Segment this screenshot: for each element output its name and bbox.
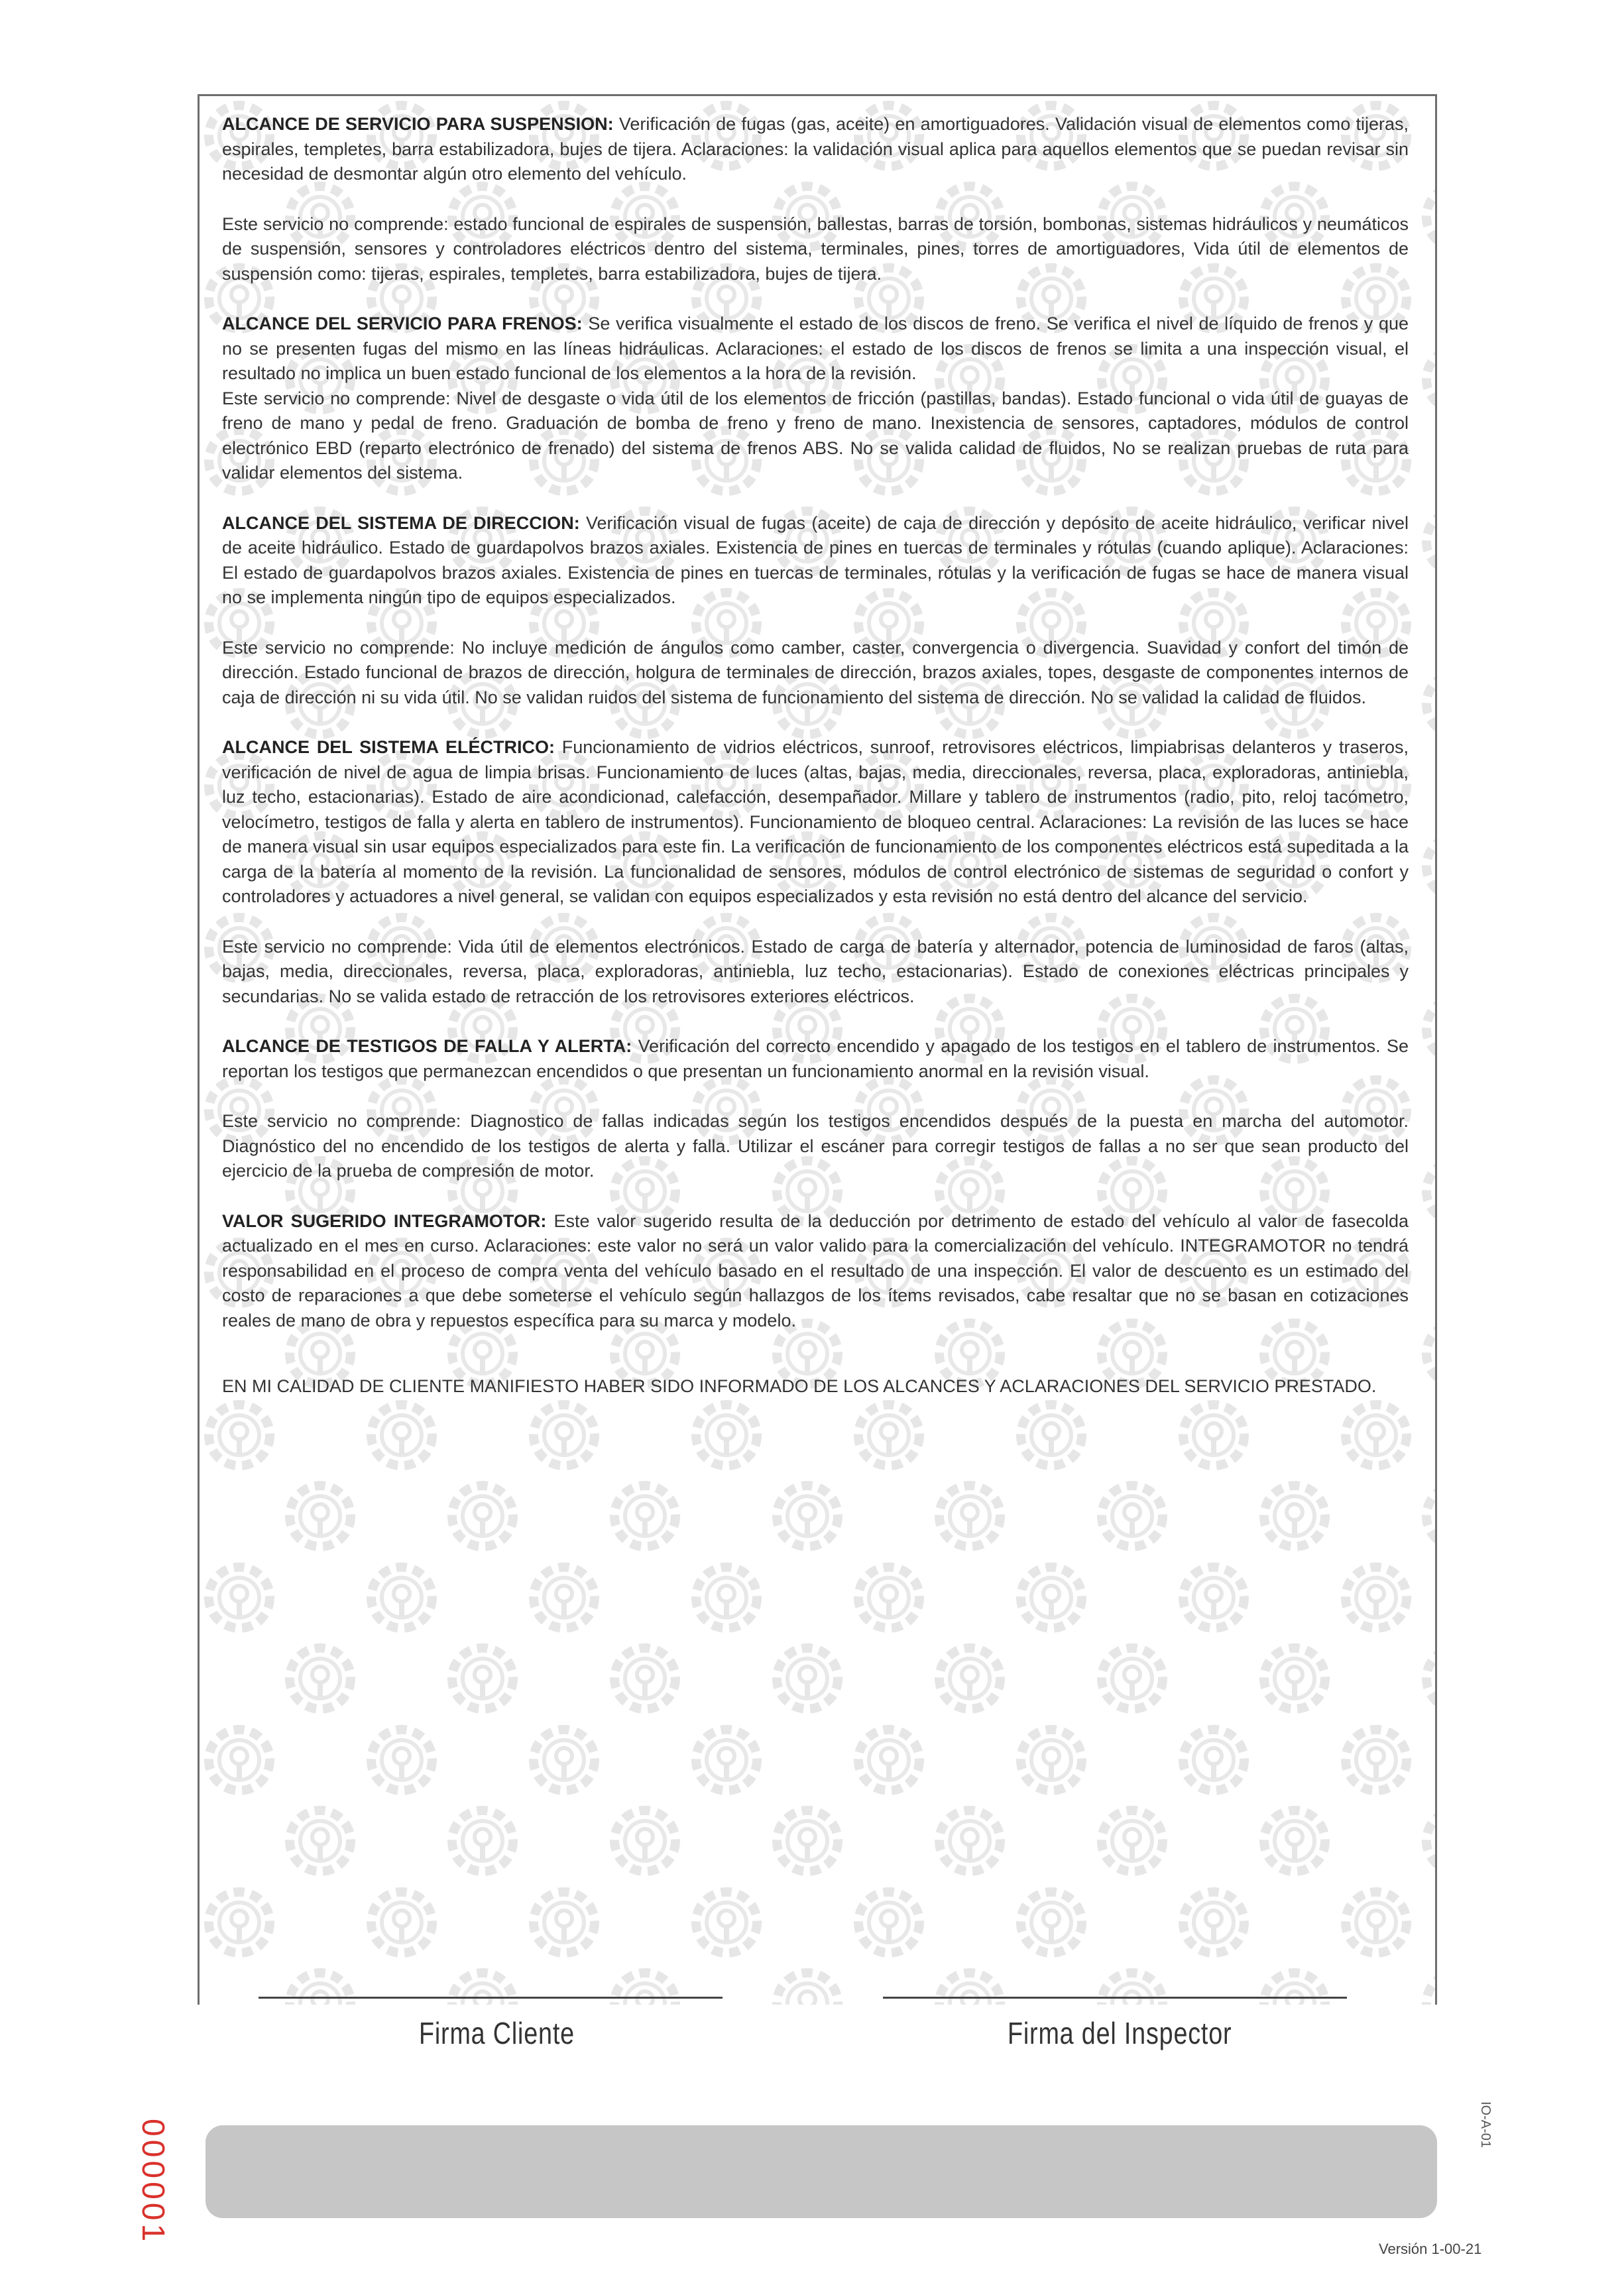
- paragraph-suspension-exclusions: Este servicio no comprende: estado funcional de espirales de suspensión, ballestas, barras de torsión, bombonas, sistemas hidráulicos y neumáticos de suspensión, sensores y controladores eléctricos dentro del sistema, terminales, pines, torres de amortiguadores, Vida útil de elementos de suspensión como: tijeras, espirales, templetes, barra estabilizadora, bujes de tijera.: [222, 213, 1409, 284]
- paragraph-electrical-exclusions: Este servicio no comprende: Vida útil de elementos electrónicos. Estado de carga de batería y alternador, potencia de luminosidad de faros (altas, bajas, media, direccionales, reversa, placa, exploradoras, antiniebla, luz techo, estacionarias). Estado de conexiones eléctricas principales y secundarias. No se valida estado de retracción de los retrovisores exteriores eléctricos.: [222, 936, 1409, 1006]
- heading-steering: ALCANCE DEL SISTEMA DE DIRECCION:: [222, 512, 580, 533]
- client-signature-label: Firma Cliente: [419, 2016, 575, 2050]
- heading-warning-lights: ALCANCE DE TESTIGOS DE FALLA Y ALERTA:: [222, 1036, 632, 1056]
- heading-suspension: ALCANCE DE SERVICIO PARA SUSPENSION:: [222, 114, 614, 134]
- paragraph-suspension-scope: ALCANCE DE SERVICIO PARA SUSPENSION: Verificación de fugas (gas, aceite) en amortiguadores. Validación visual de elementos como tijeras, espirales, templetes, barra estabilizadora, bujes de tijera. Aclaraciones: la validación visual aplica para aquellos elementos que se puedan revisar sin necesidad de desmontar algún otro elemento del vehículo.: [222, 114, 1409, 184]
- paragraph-suggested-value: VALOR SUGERIDO INTEGRAMOTOR: Este valor sugerido resulta de la deducción por detrimento de estado del vehículo al valor de fasecolda actualizado en el mes en curso. Aclaraciones: este valor no será un valor valido para la comercialización del vehículo. INTEGRAMOTOR no tendrá responsabilidad en el proceso de compra venta del vehículo basado en el resultado de una inspección. El valor de descuento es un estimado del costo de reparaciones a que debe someterse el vehículo según hallazgos de los ítems revisados, cabe resaltar que no se basan en cotizaciones reales de mano de obra y repuestos específica para su marca y modelo.: [222, 1210, 1409, 1330]
- form-code: IO-A-01: [1478, 2101, 1493, 2148]
- paragraph-warning-lights-exclusions: Este servicio no comprende: Diagnostico de fallas indicadas según los testigos encendidos después de la puesta en marcha del automotor. Diagnóstico del no encendido de los testigos de alerta y falla. Utilizar el escáner para corregir testigos de fallas a no ser que sean producto del ejercicio de la prueba de compresión de motor.: [222, 1111, 1409, 1181]
- footer-gray-bar: [205, 2125, 1437, 2218]
- paragraph-warning-lights-scope: ALCANCE DE TESTIGOS DE FALLA Y ALERTA: Verificación del correcto encendido y apagado de los testigos en el tablero de instrumentos. Se reportan los testigos que permanezcan encendidos o que presentan un funcionamiento anormal en la revisión visual.: [222, 1036, 1409, 1081]
- paragraph-steering-exclusions: Este servicio no comprende: No incluye medición de ángulos como camber, caster, convergencia o divergencia. Suavidad y confort del timón de dirección. Estado funcional de brazos de dirección, holgura de terminales de dirección, brazos axiales, topes, desgaste de componentes internos de caja de dirección ni su vida útil. No se validan ruidos del sistema de funcionamiento del sistema de dirección. No se validad la calidad de fluidos.: [222, 637, 1409, 707]
- paragraph-steering-scope: ALCANCE DEL SISTEMA DE DIRECCION: Verificación visual de fugas (aceite) de caja de dirección y depósito de aceite hidráulico, verificar nivel de aceite hidráulico. Estado de guardapolvos brazos axiales. Existencia de pines en tuercas de terminales y rótulas (cuando aplique). Aclaraciones: El estado de guardapolvos brazos axiales. Existencia de pines en tuercas de terminales, rótulas y la verificación de fugas se hace de manera visual no se implementa ningún tipo de equipos especializados.: [222, 512, 1409, 607]
- terms-content: [222, 112, 1409, 1425]
- heading-brakes: ALCANCE DEL SERVICIO PARA FRENOS:: [222, 314, 583, 333]
- document-frame: [198, 94, 1437, 2005]
- inspector-signature-label: Firma del Inspector: [1008, 2016, 1232, 2050]
- heading-suggested-value: VALOR SUGERIDO INTEGRAMOTOR:: [222, 1210, 547, 1231]
- inspector-signature-line[interactable]: [883, 1997, 1347, 1999]
- paragraph-electrical-scope: ALCANCE DEL SISTEMA ELÉCTRICO: Funcionamiento de vidrios eléctricos, sunroof, retrovisores eléctricos, limpiabrisas delanteros y traseros, verificación de nivel de agua de limpia brisas. Funcionamiento de luces (altas, bajas, media, direccionales, reversa, placa, exploradoras, antiniebla, luz techo, estacionarias). Estado de aire acondicionad, calefacción, desempañador. Millare y tablero de instrumentos (radio, pito, reloj tacómetro, velocímetro, testigos de falla y alerta en tablero de instrumentos). Funcionamiento de bloqueo central. Aclaraciones: La revisión de las luces se hace de manera visual sin usar equipos especializados para este fin. La verificación de funcionamiento de los componentes eléctricos está supeditada a la carga de la batería al momento de la revisión. La funcionalidad de sensores, módulos de control electrónico de sistemas de seguridad o confort y controladores y actuadores a nivel general, se validan con equipos especializados y esta revisión no está dentro del alcance del servicio.: [222, 737, 1409, 906]
- client-declaration: EN MI CALIDAD DE CLIENTE MANIFIESTO HABER SIDO INFORMADO DE LOS ALCANCES Y ACLARACIONES DEL SERVICIO PRESTADO.: [222, 1376, 1377, 1396]
- paragraph-brakes-exclusions: Este servicio no comprende: Nivel de desgaste o vida útil de los elementos de fricción (pastillas, bandas). Estado funcional o vida útil de guayas de freno de mano y pedal de freno. Graduación de bomba de freno y freno de mano. Inexistencia de sensores, captadores, módulos de control electrónico EBD (reparto electrónico de frenado) del sistema de frenos ABS. No se valida calidad de fluidos, No se realizan pruebas de ruta para validar elementos del sistema.: [222, 388, 1409, 483]
- paragraph-brakes-scope: ALCANCE DEL SERVICIO PARA FRENOS: Se verifica visualmente el estado de los discos de freno. Se verifica el nivel de líquido de frenos y que no se presenten fugas del mismo en las líneas hidráulicas. Aclaraciones: el estado de los discos de frenos se limita a una inspección visual, el resultado no implica un buen estado funcional de los elementos a la hora de la revisión.: [222, 314, 1409, 383]
- version-label: Versión 1-00-21: [1379, 2241, 1482, 2257]
- heading-electrical: ALCANCE DEL SISTEMA ELÉCTRICO:: [222, 737, 555, 757]
- client-signature-line[interactable]: [259, 1997, 723, 1999]
- serial-number: 000001: [135, 2119, 170, 2245]
